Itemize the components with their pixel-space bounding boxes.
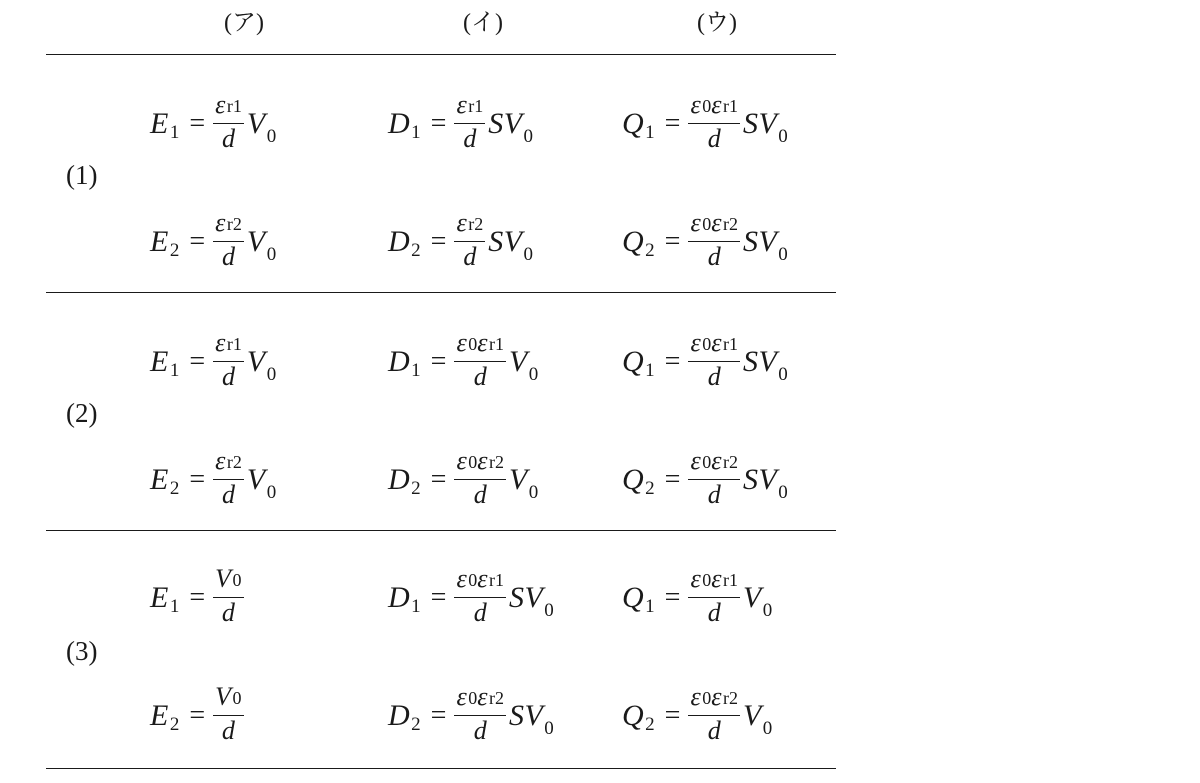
numerator-subscript: r1 (722, 95, 738, 116)
numerator-symbol: ε (477, 681, 488, 711)
lhs-symbol: E (150, 107, 169, 140)
trailing-factor (246, 107, 277, 147)
lhs-subscript: 2 (169, 240, 180, 261)
numerator-subscript: r2 (226, 213, 242, 234)
denominator: d (222, 479, 235, 509)
trailing-subscript: 0 (523, 126, 534, 147)
numerator (454, 329, 506, 361)
equation-e1 (150, 88, 276, 160)
lhs-symbol: Q (622, 581, 645, 614)
trailing-factor (742, 345, 788, 385)
trailing-factor (246, 463, 277, 503)
trailing-subscript: 0 (778, 244, 788, 265)
numerator-symbol: ε (456, 207, 468, 237)
trailing-factor (246, 225, 277, 265)
numerator-subscript: r2 (468, 213, 484, 234)
numerator-subscript: r2 (722, 451, 738, 472)
equation-q2 (622, 680, 772, 752)
trailing-symbol: V (246, 107, 266, 140)
lhs-subscript: 2 (645, 714, 655, 735)
numerator-subscript: r1 (226, 95, 242, 116)
numerator-subscript: r1 (226, 333, 242, 354)
trailing-factor (742, 225, 788, 265)
equals-sign: = (430, 464, 447, 495)
equals-sign: = (430, 226, 447, 257)
fraction (213, 329, 244, 392)
equation-e1 (150, 326, 276, 398)
numerator-symbol: ε (215, 207, 226, 237)
denominator: d (707, 241, 721, 271)
denominator: d (222, 241, 235, 271)
numerator-symbol: V (215, 563, 232, 593)
lhs-symbol: Q (622, 107, 645, 140)
numerator-subscript: 0 (702, 95, 712, 116)
lhs-symbol: D (388, 581, 411, 614)
trailing-subscript: 0 (544, 718, 554, 739)
trailing-subscript: 0 (528, 482, 539, 503)
denominator: d (221, 715, 235, 745)
equation-q1 (622, 88, 788, 160)
trailing-symbol: SV (488, 107, 523, 140)
numerator-subscript: 0 (702, 451, 712, 472)
denominator: d (707, 361, 721, 391)
trailing-factor (742, 581, 773, 621)
equation-e2 (150, 206, 276, 278)
fraction (454, 209, 485, 272)
fraction (688, 91, 740, 154)
numerator (454, 91, 485, 123)
equation-e1 (150, 562, 244, 634)
lhs-symbol: E (150, 225, 169, 258)
numerator (213, 329, 244, 361)
trailing-symbol: SV (508, 581, 544, 614)
lhs-symbol: D (388, 107, 411, 140)
bottom-rule (46, 768, 836, 769)
numerator-symbol: ε (456, 89, 468, 119)
fraction (213, 447, 244, 510)
numerator-symbol: ε (690, 89, 702, 119)
trailing-subscript: 0 (544, 600, 554, 621)
fraction (688, 565, 740, 628)
equals-sign: = (189, 582, 206, 613)
trailing-factor (488, 225, 534, 265)
numerator-subscript: 0 (468, 569, 478, 590)
denominator: d (707, 597, 721, 627)
numerator (213, 209, 244, 241)
denominator: d (463, 123, 477, 153)
numerator-subscript: r1 (488, 333, 504, 354)
denominator: d (473, 479, 487, 509)
equals-sign: = (189, 700, 206, 731)
trailing-subscript: 0 (778, 482, 788, 503)
row-label-2: (2) (66, 398, 98, 428)
equals-sign: = (664, 464, 681, 495)
numerator-subscript: 0 (468, 451, 478, 472)
trailing-symbol: V (508, 345, 528, 378)
numerator-symbol: ε (711, 327, 722, 357)
fraction (213, 683, 243, 746)
denominator: d (221, 597, 235, 627)
numerator (454, 683, 506, 715)
numerator-subscript: r2 (722, 687, 738, 708)
fraction (688, 447, 740, 510)
equals-sign: = (189, 464, 206, 495)
lhs-subscript: 2 (645, 240, 655, 261)
lhs-symbol: Q (622, 699, 645, 732)
equals-sign: = (189, 226, 206, 257)
lhs-symbol: D (388, 699, 411, 732)
lhs-symbol: Q (622, 225, 645, 258)
equation-d2 (388, 206, 533, 278)
lhs-subscript: 2 (645, 478, 655, 499)
equals-sign: = (664, 108, 681, 139)
equals-sign: = (430, 582, 447, 613)
lhs-subscript: 1 (169, 360, 180, 381)
denominator: d (222, 123, 235, 153)
denominator: d (707, 715, 721, 745)
lhs-symbol: D (388, 345, 411, 378)
equation-d1 (388, 562, 554, 634)
fraction (213, 209, 244, 272)
trailing-symbol: V (508, 463, 528, 496)
numerator-symbol: ε (477, 327, 488, 357)
trailing-factor (742, 463, 788, 503)
numerator-symbol: ε (711, 89, 722, 119)
fraction (688, 209, 740, 272)
numerator-symbol: V (215, 681, 232, 711)
equals-sign: = (664, 582, 681, 613)
trailing-subscript: 0 (528, 364, 539, 385)
trailing-subscript: 0 (762, 600, 773, 621)
numerator-symbol: ε (711, 445, 722, 475)
numerator-symbol: ε (690, 563, 702, 593)
lhs-subscript: 2 (411, 240, 421, 261)
numerator (213, 565, 243, 597)
numerator (454, 447, 506, 479)
top-rule (46, 54, 836, 55)
denominator: d (463, 241, 477, 271)
trailing-symbol: SV (742, 107, 778, 140)
equation-d1 (388, 326, 538, 398)
equation-e2 (150, 444, 276, 516)
trailing-factor (508, 699, 554, 739)
trailing-subscript: 0 (266, 482, 277, 503)
numerator-subscript: r1 (722, 569, 738, 590)
equals-sign: = (430, 700, 447, 731)
trailing-subscript: 0 (778, 364, 788, 385)
lhs-subscript: 1 (645, 360, 655, 381)
lhs-symbol: E (150, 463, 169, 496)
fraction (688, 683, 740, 746)
trailing-symbol: V (246, 225, 266, 258)
denominator: d (222, 361, 235, 391)
equation-d2 (388, 444, 538, 516)
lhs-symbol: E (150, 581, 169, 614)
numerator (213, 683, 243, 715)
numerator (213, 91, 244, 123)
lhs-symbol: E (150, 345, 169, 378)
trailing-symbol: V (246, 345, 266, 378)
trailing-subscript: 0 (778, 126, 788, 147)
numerator-subscript: 0 (702, 333, 712, 354)
numerator (454, 209, 485, 241)
lhs-symbol: D (388, 225, 411, 258)
trailing-factor (508, 463, 539, 503)
equation-e2 (150, 680, 244, 752)
numerator-subscript: r2 (722, 213, 738, 234)
lhs-subscript: 1 (169, 122, 180, 143)
column-header-u: (ウ) (697, 10, 737, 36)
trailing-factor (742, 107, 788, 147)
trailing-symbol: SV (742, 345, 778, 378)
row-label-3: (3) (66, 636, 98, 666)
lhs-symbol: D (388, 463, 411, 496)
trailing-symbol: V (742, 699, 762, 732)
denominator: d (707, 479, 721, 509)
trailing-factor (246, 345, 277, 385)
lhs-symbol: Q (622, 345, 645, 378)
equation-d1 (388, 88, 533, 160)
lhs-subscript: 2 (411, 714, 421, 735)
numerator (688, 329, 740, 361)
numerator-symbol: ε (690, 445, 702, 475)
lhs-subscript: 2 (169, 478, 180, 499)
equals-sign: = (664, 346, 681, 377)
trailing-factor (742, 699, 773, 739)
numerator-symbol: ε (456, 445, 468, 475)
fraction (454, 683, 506, 746)
lhs-subscript: 2 (411, 478, 421, 499)
equation-q2 (622, 206, 788, 278)
trailing-symbol: SV (742, 463, 778, 496)
equation-q1 (622, 326, 788, 398)
fraction (213, 565, 243, 628)
trailing-subscript: 0 (762, 718, 773, 739)
denominator: d (473, 715, 487, 745)
numerator-subscript: 0 (702, 569, 712, 590)
numerator-symbol: ε (215, 327, 226, 357)
numerator-subscript: 0 (702, 687, 712, 708)
numerator-symbol: ε (456, 681, 468, 711)
equation-d2 (388, 680, 554, 752)
trailing-subscript: 0 (266, 244, 277, 265)
denominator: d (473, 361, 487, 391)
fraction (454, 565, 506, 628)
lhs-symbol: E (150, 699, 169, 732)
fraction (454, 329, 506, 392)
lhs-symbol: Q (622, 463, 645, 496)
column-header-i: (イ) (463, 10, 503, 36)
equation-q1 (622, 562, 772, 634)
lhs-subscript: 1 (645, 596, 655, 617)
numerator-symbol: ε (690, 207, 702, 237)
trailing-symbol: SV (488, 225, 523, 258)
trailing-factor (488, 107, 534, 147)
numerator-symbol: ε (711, 207, 722, 237)
numerator-subscript: r2 (488, 451, 504, 472)
row-label-1: (1) (66, 160, 98, 190)
numerator-subscript: 0 (232, 569, 242, 590)
numerator-symbol: ε (690, 681, 702, 711)
trailing-subscript: 0 (266, 364, 277, 385)
numerator (688, 91, 740, 123)
numerator-subscript: 0 (468, 333, 478, 354)
trailing-symbol: SV (742, 225, 778, 258)
numerator (213, 447, 244, 479)
equals-sign: = (664, 700, 681, 731)
denominator: d (473, 597, 487, 627)
lhs-subscript: 1 (411, 360, 421, 381)
equals-sign: = (189, 346, 206, 377)
lhs-subscript: 2 (169, 714, 180, 735)
equals-sign: = (430, 108, 447, 139)
numerator (454, 565, 506, 597)
lhs-subscript: 1 (411, 596, 421, 617)
trailing-symbol: SV (508, 699, 544, 732)
denominator: d (707, 123, 721, 153)
numerator-symbol: ε (477, 445, 488, 475)
numerator-symbol: ε (690, 327, 702, 357)
fraction (454, 447, 506, 510)
equals-sign: = (430, 346, 447, 377)
numerator-subscript: 0 (468, 687, 478, 708)
numerator-symbol: ε (456, 563, 468, 593)
numerator-subscript: 0 (702, 213, 712, 234)
equals-sign: = (664, 226, 681, 257)
column-header-a: (ア) (224, 10, 264, 36)
numerator-symbol: ε (215, 89, 226, 119)
lhs-subscript: 1 (411, 122, 421, 143)
row-divider-1 (46, 292, 836, 293)
numerator-symbol: ε (215, 445, 226, 475)
numerator-symbol: ε (711, 563, 722, 593)
trailing-subscript: 0 (523, 244, 534, 265)
numerator-symbol: ε (711, 681, 722, 711)
trailing-symbol: V (246, 463, 266, 496)
numerator-subscript: r1 (722, 333, 738, 354)
trailing-factor (508, 581, 554, 621)
numerator (688, 565, 740, 597)
trailing-subscript: 0 (266, 126, 277, 147)
numerator (688, 683, 740, 715)
numerator-symbol: ε (456, 327, 468, 357)
lhs-subscript: 1 (645, 122, 655, 143)
numerator (688, 447, 740, 479)
numerator-subscript: r2 (226, 451, 242, 472)
fraction (213, 91, 244, 154)
trailing-symbol: V (742, 581, 762, 614)
numerator-subscript: r1 (468, 95, 484, 116)
numerator-symbol: ε (477, 563, 488, 593)
numerator-subscript: r2 (488, 687, 504, 708)
lhs-subscript: 1 (169, 596, 180, 617)
fraction (688, 329, 740, 392)
numerator (688, 209, 740, 241)
numerator-subscript: 0 (232, 687, 242, 708)
row-divider-2 (46, 530, 836, 531)
fraction (454, 91, 485, 154)
trailing-factor (508, 345, 539, 385)
equation-q2 (622, 444, 788, 516)
numerator-subscript: r1 (488, 569, 504, 590)
equals-sign: = (189, 108, 206, 139)
